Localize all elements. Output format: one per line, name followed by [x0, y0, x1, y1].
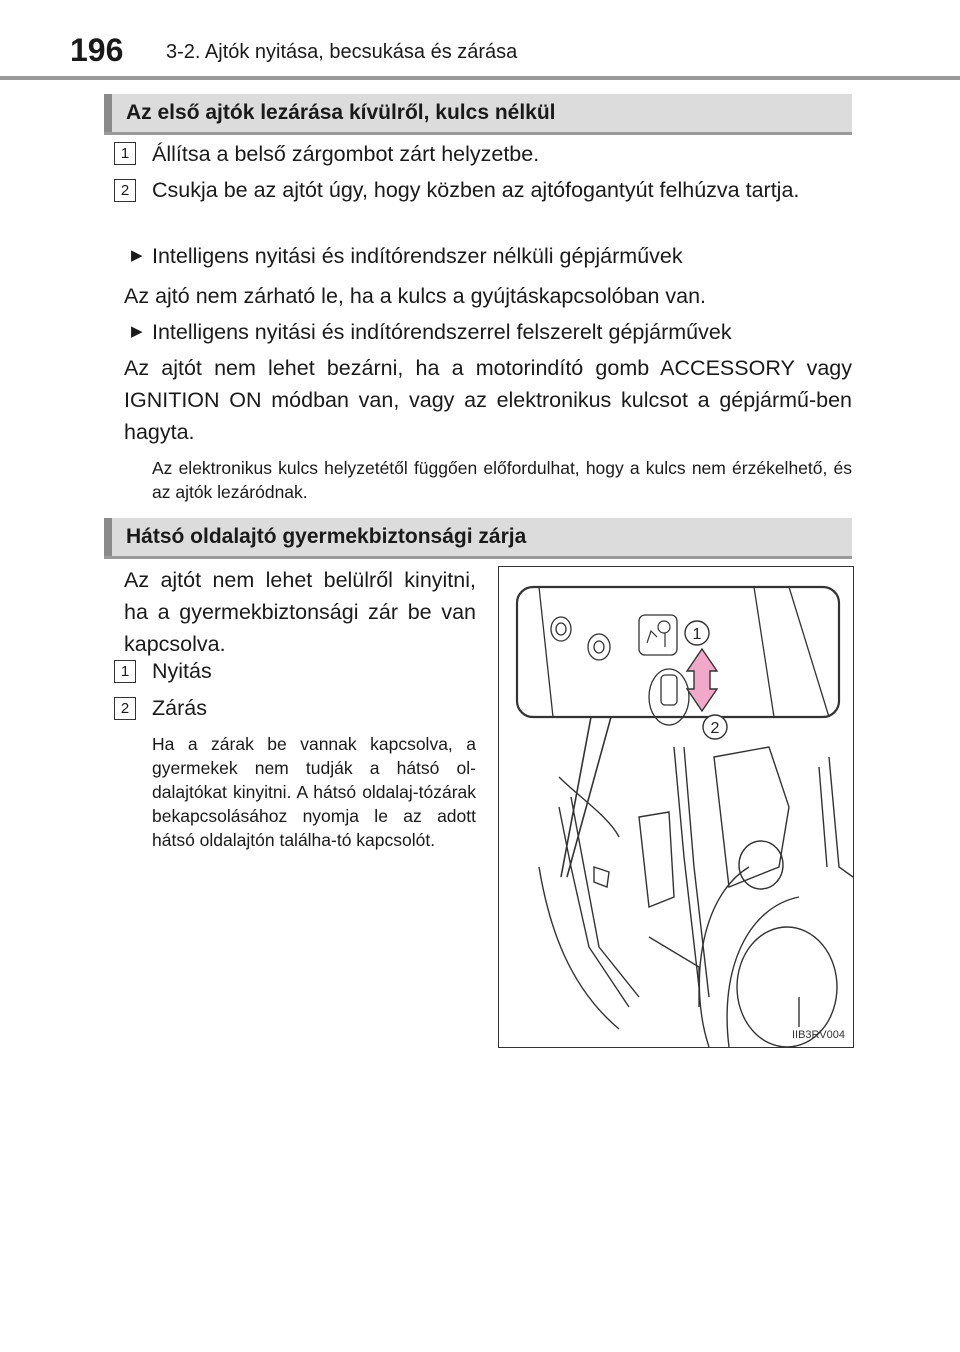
step-badge-1: 1: [114, 142, 136, 165]
figure-code: IIB3RV004: [791, 1029, 845, 1041]
item-badge-2: 2: [114, 697, 136, 720]
rear-door-illustration: [499, 567, 853, 1047]
child-lock-figure: [498, 566, 854, 1048]
variant-2-title: Intelligens nyitási és indítórendszerrel felszerelt gépjárművek: [152, 320, 732, 344]
section-heading-front-doors: [104, 94, 852, 135]
variant-1-text: Az ajtó nem zárható le, ha a kulcs a gyújtáskapcsolóban van.: [124, 284, 707, 308]
variant-1-title: Intelligens nyitási és indítórendszer nélküli gépjárművek: [152, 244, 683, 268]
section-heading-child-lock: [104, 518, 852, 559]
section-heading-stripe: [104, 518, 112, 556]
child-lock-intro: Az ajtót nem lehet belülről kinyitni, ha a gyermekbiztonsági zár be van kapcsolva.: [124, 568, 476, 656]
triangle-bullet-icon: ▶: [131, 323, 143, 340]
item-2-text: Zárás: [152, 696, 207, 720]
triangle-bullet-icon: ▶: [131, 247, 143, 264]
callout-1-label: 1: [692, 626, 702, 643]
note-electronic-key: Az elektronikus kulcs helyzetétől függően előfordulhat, hogy a kulcs nem érzékelhető, és az ajtók lezáródnak.: [152, 458, 852, 502]
variant-2-text: Az ajtót nem lehet bezárni, ha a motorindító gomb ACCESSORY vagy IGNITION ON módban van, vagy az elektronikus kulcsot a gépjármű-ben hagyta.: [124, 356, 852, 444]
section-heading-label: Az első ajtók lezárása kívülről, kulcs nélkül: [126, 101, 556, 124]
step-1-text: Állítsa a belső zárgombot zárt helyzetbe.: [152, 142, 540, 166]
step-2-text: Csukja be az ajtót úgy, hogy közben az ajtófogantyút felhúzva tartja.: [152, 178, 800, 202]
header-rule: [0, 76, 960, 80]
child-lock-note: Ha a zárak be vannak kapcsolva, a gyermekek nem tudják a hátsó ol-dalajtókat kinyitni. A hátsó oldalaj-tózárak bekapcsolásához nyomja le az adott hátsó oldalajtón találha-tó kapcsolót.: [152, 734, 476, 850]
page-number: 196: [70, 32, 124, 68]
step-badge-2: 2: [114, 179, 136, 202]
item-badge-1: 1: [114, 660, 136, 683]
section-heading-label: Hátsó oldalajtó gyermekbiztonsági zárja: [126, 525, 527, 548]
callout-2-label: 2: [710, 720, 720, 737]
chapter-title: 3-2. Ajtók nyitása, becsukása és zárása: [166, 41, 518, 63]
section-heading-stripe: [104, 94, 112, 132]
item-1-text: Nyitás: [152, 659, 212, 683]
